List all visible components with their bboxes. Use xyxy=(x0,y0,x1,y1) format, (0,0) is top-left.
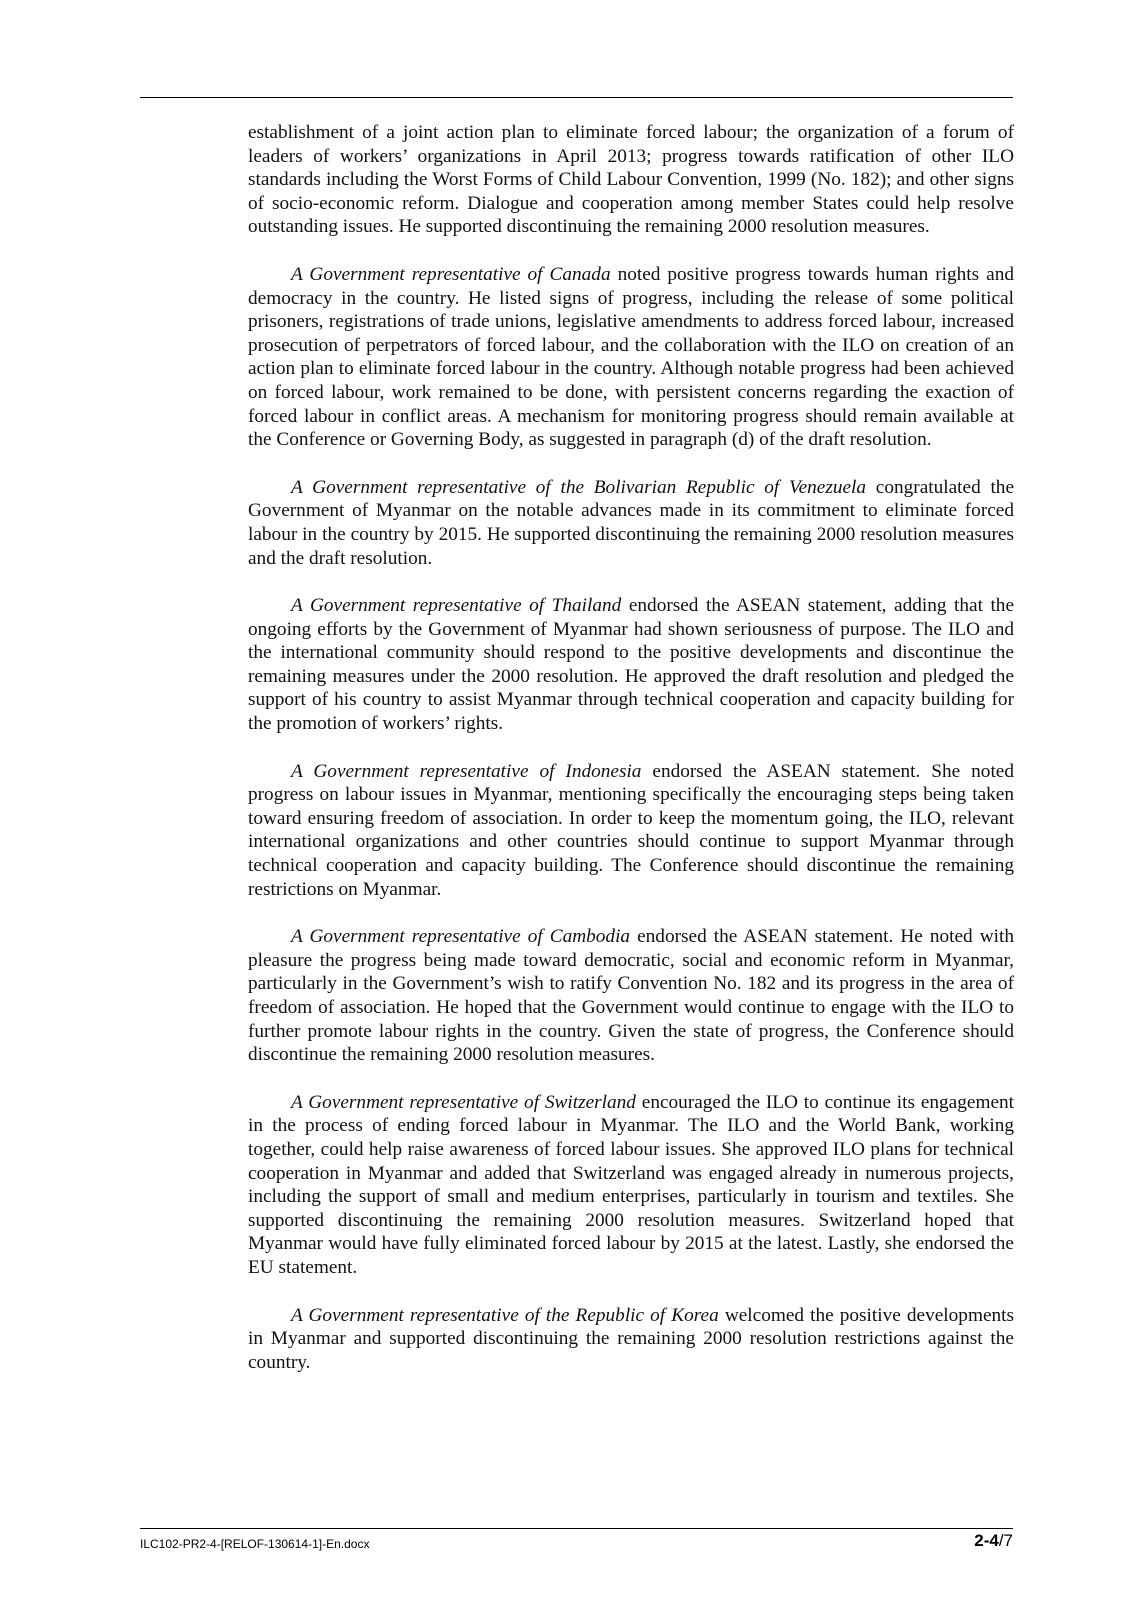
paragraph-switzerland xyxy=(248,1091,1014,1280)
footer-rule xyxy=(140,1528,1013,1529)
paragraph-venezuela xyxy=(248,476,1014,570)
paragraph-text: endorsed the ASEAN statement. He noted with pleasure the progress being made toward democratic, social and economic reform in Myanmar, particularly in the Government’s wish to ratify Convention No. 182 and its progress in the area of freedom of association. He hoped that the Government would continue to engage with the ILO to further promote labour rights in the country. Given the state of progress, the Conference should discontinue the remaining 2000 resolution measures. xyxy=(248,926,1014,1066)
paragraph-text: encouraged the ILO to continue its engagement in the process of ending forced labour in Myanmar. The ILO and the World Bank, working together, could help raise awareness of forced labour issues. She approved ILO plans for technical cooperation in Myanmar and added that Switzerland was engaged already in numerous projects, including the support of small and medium enterprises, particularly in tourism and textiles. She supported discontinuing the remaining 2000 resolution measures. Switzerland hoped that Myanmar would have fully eliminated forced labour by 2015 at the latest. Lastly, she endorsed the EU statement. xyxy=(248,1091,1014,1278)
speaker-name: A Government representative of Cambodia xyxy=(291,926,631,948)
paragraph-text: endorsed the ASEAN statement, adding that the ongoing efforts by the Government of Myanmar had shown seriousness of purpose. The ILO and the international community should respond to the positive developments and discontinue the remaining measures under the 2000 resolution. He approved the draft resolution and pledged the support of his country to assist Myanmar through technical cooperation and capacity building for the promotion of workers’ rights. xyxy=(248,595,1015,735)
paragraph-thailand xyxy=(248,594,1014,736)
paragraph-korea xyxy=(248,1304,1014,1375)
paragraph-canada xyxy=(248,263,1014,452)
paragraph-indonesia xyxy=(248,760,1014,902)
paragraph-continuation xyxy=(248,121,1014,239)
footer-document-reference: ILC102-PR2-4-[RELOF-130614-1]-En.docx xyxy=(140,1537,370,1551)
paragraph-text: endorsed the ASEAN statement. She noted progress on labour issues in Myanmar, mentioning specifically the encouraging steps being taken toward ensuring freedom of association. In order to keep the momentum going, the ILO, relevant international organizations and other countries should continue to support Myanmar through technical cooperation and capacity building. The Conference should discontinue the remaining restrictions on Myanmar. xyxy=(248,760,1014,900)
header-rule xyxy=(140,97,1013,98)
page-number-current: 2-4 xyxy=(974,1531,999,1550)
document-body xyxy=(248,121,1014,1374)
paragraph-cambodia xyxy=(248,925,1014,1067)
speaker-name: A Government representative of Switzerland xyxy=(291,1091,636,1113)
speaker-name: A Government representative of Thailand xyxy=(291,595,622,617)
speaker-name: A Government representative of the Bolivarian Republic of Venezuela xyxy=(291,476,867,498)
paragraph-text: congratulated the Government of Myanmar on the notable advances made in its commitment to eliminate forced labour in the country by 2015. He supported discontinuing the remaining 2000 resolution measures and the draft resolution. xyxy=(248,476,1014,569)
speaker-name: A Government representative of the Republic of Korea xyxy=(291,1304,719,1326)
page-number xyxy=(974,1531,1013,1551)
speaker-name: A Government representative of Canada xyxy=(291,263,611,285)
speaker-name: A Government representative of Indonesia xyxy=(291,760,642,782)
page-number-total: /7 xyxy=(998,1531,1013,1550)
paragraph-text: noted positive progress towards human rights and democracy in the country. He listed signs of progress, including the release of some political prisoners, registrations of trade unions, legislative amendments to address forced labour, increased prosecution of perpetrators of forced labour, and the collaboration with the ILO on creation of an action plan to eliminate forced labour in the country. Although notable progress had been achieved on forced labour, work remained to be done, with persistent concerns regarding the exaction of forced labour in conflict areas. A mechanism for monitoring progress should remain available at the Conference or Governing Body, as suggested in paragraph (d) of the draft resolution. xyxy=(248,263,1014,451)
paragraph-text: establishment of a joint action plan to eliminate forced labour; the organization of a forum of leaders of workers’ organizations in April 2013; progress towards ratification of other ILO standards including the Worst Forms of Child Labour Convention, 1999 (No. 182); and other signs of socio-economic reform. Dialogue and cooperation among member States could help resolve outstanding issues. He supported discontinuing the remaining 2000 resolution measures. xyxy=(248,122,1014,238)
paragraph-text: welcomed the positive developments in Myanmar and supported discontinuing the remaining 2000 resolution restrictions against the country. xyxy=(248,1304,1014,1373)
